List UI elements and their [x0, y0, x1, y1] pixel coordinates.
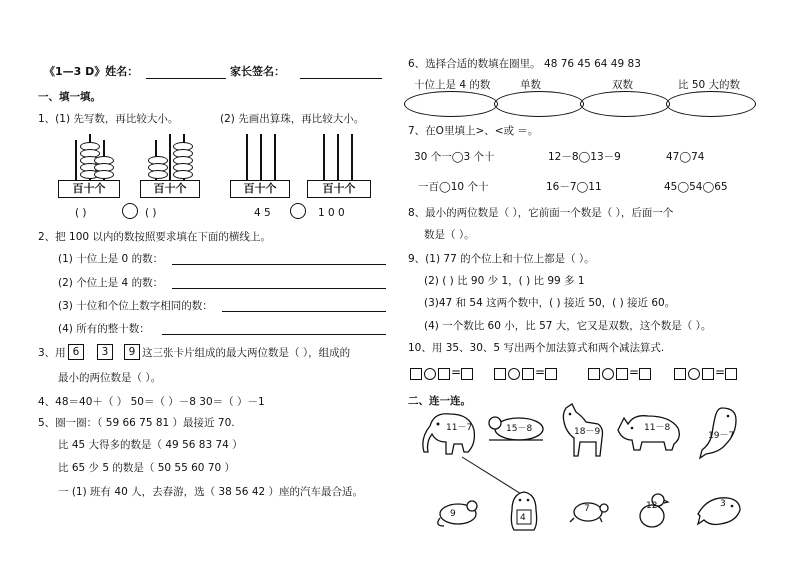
- penguin-icon[interactable]: [506, 490, 542, 534]
- q2a-text: (1) 十位上是 0 的数：: [58, 253, 164, 265]
- q3-prefix: 3、用: [38, 347, 66, 359]
- q2-text: 2、把 100 以内的数按照要求填在下面的横线上。: [38, 231, 271, 243]
- animal-top-2: 15－8: [506, 424, 533, 434]
- q7-item-6[interactable]: 45◯54◯65: [664, 181, 728, 193]
- card-6: 6: [68, 344, 84, 360]
- oval-label-1: 十位上是 4 的数: [414, 79, 491, 91]
- abacus-4[interactable]: 百十个: [305, 130, 369, 200]
- animal-bottom-2: 4: [520, 513, 526, 523]
- name-field[interactable]: [146, 78, 226, 79]
- oval-label-3: 双数: [612, 79, 633, 91]
- abacus-3[interactable]: 百十个: [228, 130, 292, 200]
- q8-text: 8、最小的两位数是（ ），它前面一个数是（ ），后面一个: [408, 207, 674, 219]
- animal-bottom-1: 9: [450, 509, 456, 519]
- q5b-text: 比 45 大得多的数是（ 49 56 83 74 ）: [58, 439, 243, 451]
- q1-num-2: 1 0 0: [318, 207, 345, 219]
- animal-top-3: 18－9: [574, 427, 601, 437]
- dolphin-icon[interactable]: [694, 490, 744, 530]
- oval-1[interactable]: [404, 91, 498, 117]
- abacus-2: 百十个: [140, 130, 204, 200]
- q1b-text: (2) 先画出算珠，再比较大小。: [220, 113, 365, 125]
- animal-bottom-3: 7: [584, 504, 590, 514]
- q7-item-3[interactable]: 47◯74: [666, 151, 705, 163]
- page-title: 《1—3 D》姓名：: [44, 65, 139, 78]
- q6-text: 6、选择合适的数填在圈里。 48 76 45 64 49 83: [408, 58, 641, 70]
- q7-item-1[interactable]: 30 个一◯3 个十: [414, 151, 495, 163]
- card-3: 3: [97, 344, 113, 360]
- q1-blank-1[interactable]: ( ): [75, 207, 87, 219]
- q2b-answer-line[interactable]: [172, 288, 386, 289]
- compare-circle-1[interactable]: [122, 203, 138, 219]
- mouse-icon[interactable]: [432, 496, 492, 530]
- compare-circle-2[interactable]: [290, 203, 306, 219]
- q3-line2: 最小的两位数是（ ）。: [58, 372, 162, 384]
- oval-4[interactable]: [666, 91, 756, 117]
- abacus-1: 百十个: [58, 130, 122, 200]
- q2a-answer-line[interactable]: [172, 264, 386, 265]
- animal-top-4: 11－8: [644, 423, 671, 433]
- q9b-text: (2) ( ) 比 90 少 1，( ) 比 99 多 1: [424, 275, 585, 287]
- elephant-icon[interactable]: [420, 408, 482, 460]
- q2b-text: (2) 个位上是 4 的数：: [58, 277, 164, 289]
- q7-text: 7、在O里填上>、<或 ＝。: [408, 125, 539, 137]
- parent-sign-field[interactable]: [300, 78, 382, 79]
- q2d-answer-line[interactable]: [162, 334, 386, 335]
- section-connect: 二、连一连。: [408, 395, 471, 407]
- q9-text: 9、(1) 77 的个位上和十位上都是（ ）。: [408, 253, 595, 265]
- q1-num-1: 4 5: [254, 207, 271, 219]
- q1-blank-2[interactable]: ( ): [145, 207, 157, 219]
- animal-bottom-4: 12: [646, 501, 658, 511]
- turtle-icon[interactable]: [568, 498, 612, 524]
- q8b-text: 数是（ ）。: [424, 229, 475, 241]
- q4-text: 4、48＝40＋（ ） 50＝（ ）－8 30＝（ ）－1: [38, 396, 265, 408]
- section-fill-in: 一、填一填。: [38, 91, 101, 103]
- animal-top-5: 19－7: [708, 431, 735, 441]
- q5c-text: 比 65 少 5 的数是（ 50 55 60 70 ）: [58, 462, 236, 474]
- oval-2[interactable]: [494, 91, 584, 117]
- q7-item-5[interactable]: 16－7◯11: [546, 181, 602, 193]
- q7-item-4[interactable]: 一百◯10 个十: [418, 181, 489, 193]
- oval-label-4: 比 50 大的数: [678, 79, 741, 91]
- q5-text: 5、圈一圈：（ 59 66 75 81 ）最接近 70.: [38, 417, 235, 429]
- q2d-text: (4) 所有的整十数：: [58, 323, 150, 335]
- q5d-text: 一 (1) 班有 40 人，去春游，选（ 38 56 42 ）座的汽车最合适。: [58, 486, 364, 498]
- oval-label-2: 单数: [520, 79, 541, 91]
- animal-top-1: 11－7: [446, 423, 473, 433]
- card-9: 9: [124, 344, 140, 360]
- q3-text: 这三张卡片组成的最大两位数是（ ），组成的: [142, 347, 351, 359]
- q1-text: 1、(1) 先写数，再比较大小。: [38, 113, 179, 125]
- q7-item-2[interactable]: 12－8◯13－9: [548, 151, 621, 163]
- animal-bottom-5: 3: [720, 499, 726, 509]
- q2c-text: (3) 十位和个位上数字相同的数：: [58, 300, 213, 312]
- q9d-text: (4) 一个数比 60 小，比 57 大，它又是双数，这个数是（ ）。: [424, 320, 712, 332]
- parent-sign-label: 家长签名：: [230, 65, 285, 78]
- q9c-text: (3)47 和 54 这两个数中，( ) 接近 50，( ) 接近 60。: [424, 297, 676, 309]
- q10-text: 10、用 35、30、5 写出两个加法算式和两个减法算式.: [408, 342, 665, 354]
- q2c-answer-line[interactable]: [222, 311, 386, 312]
- oval-3[interactable]: [580, 91, 670, 117]
